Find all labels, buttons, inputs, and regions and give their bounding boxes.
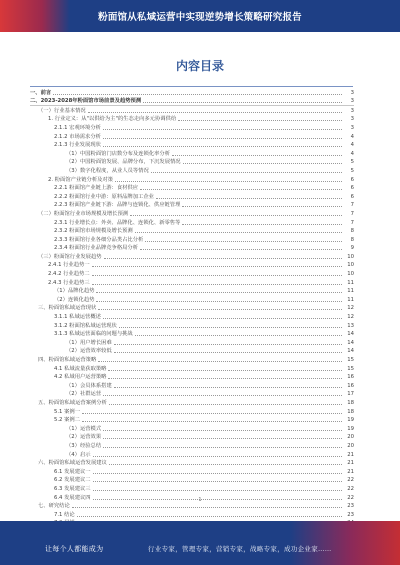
toc-entry-label: 1. 行业定义：从"以供给为主"的生态走向多元协调供给 xyxy=(48,116,177,123)
toc-entry-page: 23 xyxy=(347,503,354,510)
toc-leader-dots xyxy=(93,490,342,491)
toc-entry-label: （一）行业基本情况 xyxy=(38,107,86,114)
toc-entry[interactable] xyxy=(30,510,354,519)
toc-leader-dots xyxy=(156,198,342,199)
toc-leader-dots xyxy=(109,464,342,465)
toc-leader-dots xyxy=(103,138,342,139)
toc-entry-page: 18 xyxy=(347,408,354,415)
toc-entry-page: 5 xyxy=(350,159,354,166)
toc-entry[interactable] xyxy=(30,364,354,373)
toc-leader-dots xyxy=(96,301,342,302)
toc-leader-dots xyxy=(82,421,342,422)
toc-entry-page: 3 xyxy=(350,89,354,96)
toc-entry-label: 6.1 发展建议一 xyxy=(54,468,91,475)
toc-entry-label: 2. 粉面馆产业链分析及对策 xyxy=(48,176,114,183)
toc-entry-page: 6 xyxy=(350,185,354,192)
toc-entry-page: 23 xyxy=(347,511,354,518)
toc-entry-label: 2.4.3 行业趋势三 xyxy=(48,279,90,286)
toc-leader-dots xyxy=(143,102,342,103)
toc-entry-label: （1）运营模式 xyxy=(66,425,102,432)
toc-entry-page: 22 xyxy=(347,494,354,501)
toc-entry-label: （2）运营效果 xyxy=(66,434,102,441)
toc-leader-dots xyxy=(140,189,342,190)
toc-leader-dots xyxy=(103,318,342,319)
toc-entry-label: 4.1 私域流量获取策略 xyxy=(54,365,107,372)
toc-entry-page: 14 xyxy=(347,348,354,355)
toc-leader-dots xyxy=(135,232,342,233)
toc-entry-label: （3）经验总结 xyxy=(66,442,102,449)
toc-entry-label: 6.2 发展建议二 xyxy=(54,477,91,484)
header-band xyxy=(0,0,400,32)
toc-entry[interactable] xyxy=(30,149,354,158)
toc-entry[interactable] xyxy=(30,450,354,459)
toc-entry-label: 3.1.3 私域运营面临的问题与挑战 xyxy=(54,331,133,338)
toc-entry-page: 13 xyxy=(347,322,354,329)
toc-leader-dots xyxy=(119,327,342,328)
toc-entry-label: 5.1 案例一 xyxy=(54,408,80,415)
toc-entry[interactable] xyxy=(30,218,354,227)
toc-leader-dots xyxy=(103,129,342,130)
toc-entry-page: 3 xyxy=(350,124,354,131)
toc-leader-dots xyxy=(178,120,342,121)
toc-entry[interactable] xyxy=(30,407,354,416)
toc-entry-label: 2.3.3 粉面馆行业各细分品类占比分析 xyxy=(54,236,144,243)
footer-slogan: 让每个人都能成为 xyxy=(45,545,104,553)
toc-entry-page: 17 xyxy=(347,391,354,398)
toc-entry-label: （二）粉面馆行业市场规模及增长预测 xyxy=(38,210,129,217)
toc-entry[interactable] xyxy=(30,398,354,407)
toc-entry-label: （1）会员体系搭建 xyxy=(66,382,112,389)
toc-entry[interactable] xyxy=(30,433,354,442)
toc-entry[interactable] xyxy=(30,97,354,107)
toc-entry[interactable] xyxy=(30,227,354,236)
toc-leader-dots xyxy=(114,387,342,388)
footer-band xyxy=(0,521,400,565)
toc-entry-page: 5 xyxy=(350,167,354,174)
toc-leader-dots xyxy=(115,181,342,182)
toc-leader-dots xyxy=(108,378,342,379)
toc-entry[interactable] xyxy=(30,132,354,141)
toc-entry-label: 2.2.3 粉面馆产业链下游：品牌与连锁化、供应链管理 xyxy=(54,202,181,209)
toc-entry-label: 2.2.2 粉面馆行业中游：原料品牌加工企业 xyxy=(54,193,154,200)
toc-entry-label: 四、粉面馆私域运营策略 xyxy=(38,357,97,363)
toc-entry[interactable] xyxy=(30,158,354,167)
toc-entry[interactable] xyxy=(30,424,354,433)
toc-entry[interactable] xyxy=(30,278,354,287)
toc-entry-label: （4）启示 xyxy=(66,451,91,458)
toc-entry-page: 8 xyxy=(350,228,354,235)
toc-leader-dots xyxy=(103,447,342,448)
toc-entry[interactable] xyxy=(30,441,354,450)
toc-entry-label: 2.3.2 粉面馆市场规模及增长预测 xyxy=(54,228,133,235)
toc-entry-page: 11 xyxy=(347,279,354,286)
toc-entry-label: 七、研究结论 xyxy=(38,503,70,510)
toc-entry-label: （2）运营效率较低 xyxy=(66,348,112,355)
toc-entry[interactable] xyxy=(30,201,354,210)
toc-entry[interactable] xyxy=(30,321,354,330)
toc-leader-dots xyxy=(98,361,342,362)
toc-entry[interactable] xyxy=(30,115,354,124)
toc-leader-dots xyxy=(140,249,342,250)
toc-leader-dots xyxy=(103,438,342,439)
toc-leader-dots xyxy=(82,413,342,414)
toc-leader-dots xyxy=(88,112,342,113)
toc-entry[interactable] xyxy=(30,304,354,313)
toc-entry-page: 6 xyxy=(350,193,354,200)
toc-entry-page: 4 xyxy=(350,150,354,157)
toc-entry-label: 2.1.1 宏观环境分析 xyxy=(54,124,101,131)
toc-entry-page: 11 xyxy=(347,288,354,295)
toc-entry[interactable] xyxy=(30,192,354,201)
toc-leader-dots xyxy=(93,473,342,474)
toc-entry-page: 11 xyxy=(347,296,354,303)
toc-entry[interactable] xyxy=(30,355,354,364)
toc-entry-page: 12 xyxy=(347,305,354,312)
toc-entry[interactable] xyxy=(30,476,354,485)
toc-heading: 内容目录 xyxy=(175,59,224,73)
toc-leader-dots xyxy=(77,516,342,517)
toc-entry-page: 10 xyxy=(347,253,354,260)
toc-entry[interactable] xyxy=(30,252,354,261)
toc-entry-page: 21 xyxy=(347,468,354,475)
toc-leader-dots xyxy=(93,481,342,482)
toc-entry-label: 2.4.1 行业趋势一 xyxy=(48,262,90,269)
toc-leader-dots xyxy=(114,344,342,345)
toc-leader-dots xyxy=(183,163,342,164)
toc-entry-label: （2）中国粉面馆发展、品牌分布，下沉发展情况 xyxy=(66,159,181,166)
toc-leader-dots xyxy=(172,155,342,156)
toc-entry[interactable] xyxy=(30,269,354,278)
toc-entry[interactable] xyxy=(30,106,354,115)
toc-entry[interactable] xyxy=(30,347,354,356)
toc-entry-label: （1）品牌化趋势 xyxy=(54,288,95,295)
toc-entry[interactable] xyxy=(30,287,354,296)
toc-entry-page: 20 xyxy=(347,442,354,449)
toc-leader-dots xyxy=(103,395,342,396)
toc-leader-dots xyxy=(108,370,342,371)
toc-entry-page: 15 xyxy=(347,357,354,363)
toc-entry-label: 二、2023-2028年粉面馆市场前景及趋势预测 xyxy=(30,98,142,105)
toc-entry-page: 8 xyxy=(350,236,354,243)
toc-entry-label: 三、粉面馆私域运营现状 xyxy=(38,305,97,312)
toc-entry-page: 16 xyxy=(347,374,354,381)
toc-entry-page: 16 xyxy=(347,382,354,389)
toc-entry-label: （三）粉面馆行业发展趋势 xyxy=(38,253,102,260)
toc-entry[interactable] xyxy=(30,373,354,382)
toc-entry[interactable] xyxy=(30,235,354,244)
toc-entry[interactable] xyxy=(30,330,354,339)
toc-divider xyxy=(30,86,353,87)
toc-entry[interactable] xyxy=(30,88,354,97)
toc-entry[interactable] xyxy=(30,261,354,270)
toc-leader-dots xyxy=(92,275,342,276)
toc-entry-label: 五、粉面馆私域运营案例分析 xyxy=(38,399,107,406)
table-of-contents xyxy=(30,88,354,527)
toc-entry-label: 2.2.1 粉面馆产业链上游：食材供应 xyxy=(54,185,139,192)
toc-entry-label: 6.4 发展建议四 xyxy=(54,494,91,501)
toc-entry-page: 22 xyxy=(347,485,354,492)
toc-entry-page: 22 xyxy=(347,477,354,484)
toc-entry-label: 5.2 案例二 xyxy=(54,417,80,424)
toc-entry[interactable] xyxy=(30,141,354,150)
toc-entry-page: 7 xyxy=(350,219,354,226)
toc-entry-page: 9 xyxy=(350,245,354,252)
toc-entry-page: 14 xyxy=(347,339,354,346)
toc-entry-page: 18 xyxy=(347,399,354,406)
toc-entry-page: 10 xyxy=(347,271,354,278)
toc-leader-dots xyxy=(182,224,342,225)
toc-entry-label: 2.1.3 行业发展现状 xyxy=(54,142,101,149)
toc-entry[interactable] xyxy=(30,244,354,253)
toc-leader-dots xyxy=(98,309,342,310)
toc-entry-page: 10 xyxy=(347,262,354,269)
footer-tagline: 行业专家，管理专家，营销专家，战略专家，成功企业家…… xyxy=(148,545,332,553)
toc-entry-label: 一、前言 xyxy=(30,89,52,96)
toc-entry-page: 15 xyxy=(347,365,354,372)
toc-entry[interactable] xyxy=(30,209,354,218)
toc-leader-dots xyxy=(182,206,342,207)
toc-leader-dots xyxy=(104,258,342,259)
toc-leader-dots xyxy=(72,507,342,508)
toc-entry-label: 六、粉面馆私域运营发展建议 xyxy=(38,460,107,467)
toc-entry-page: 4 xyxy=(350,133,354,140)
toc-entry-page: 7 xyxy=(350,202,354,209)
toc-leader-dots xyxy=(103,146,342,147)
toc-entry-label: 2.4.2 行业趋势二 xyxy=(48,271,90,278)
toc-leader-dots xyxy=(151,172,342,173)
toc-entry-page: 3 xyxy=(350,98,354,105)
toc-entry-page: 6 xyxy=(350,176,354,183)
toc-entry-page: 21 xyxy=(347,460,354,467)
toc-leader-dots xyxy=(145,241,342,242)
toc-entry-page: 3 xyxy=(350,116,354,123)
footer-accent xyxy=(290,521,400,565)
toc-entry-page: 4 xyxy=(350,142,354,149)
toc-leader-dots xyxy=(92,266,342,267)
toc-entry-label: 3.1.2 粉面馆私域运营现状 xyxy=(54,322,117,329)
toc-leader-dots xyxy=(103,430,342,431)
toc-leader-dots xyxy=(114,352,342,353)
toc-entry[interactable] xyxy=(30,166,354,175)
toc-entry[interactable] xyxy=(30,312,354,321)
toc-entry-label: （1）中国粉面馆门店数分布及连锁化率分析 xyxy=(66,150,171,157)
toc-entry-page: 7 xyxy=(350,210,354,217)
toc-leader-dots xyxy=(93,456,342,457)
toc-entry-page: 19 xyxy=(347,417,354,424)
toc-entry-label: 2.3.4 粉面馆行业品牌竞争格局分析 xyxy=(54,245,139,252)
toc-entry[interactable] xyxy=(30,467,354,476)
toc-entry-label: 4.2 私域用户运营策略 xyxy=(54,374,107,381)
toc-entry[interactable] xyxy=(30,184,354,193)
toc-entry-label: （3）数字化程度，从业人员等情况 xyxy=(66,167,149,174)
toc-entry-page: 12 xyxy=(347,314,354,321)
toc-leader-dots xyxy=(135,335,342,336)
toc-entry-page: 21 xyxy=(347,451,354,458)
toc-entry[interactable] xyxy=(30,123,354,132)
toc-entry-label: 3.1.1 私域运营概述 xyxy=(54,314,101,321)
toc-entry-page: 14 xyxy=(347,331,354,338)
toc-entry-label: 6.3 发展建议三 xyxy=(54,485,91,492)
toc-leader-dots xyxy=(109,404,342,405)
toc-entry-page: 20 xyxy=(347,434,354,441)
toc-leader-dots xyxy=(96,292,342,293)
toc-entry-label: 7.1 结论 xyxy=(54,511,75,518)
toc-entry-label: （2）连锁化趋势 xyxy=(54,296,95,303)
toc-leader-dots xyxy=(53,94,342,95)
toc-entry-label: 2.1.2 市场需求分析 xyxy=(54,133,101,140)
toc-leader-dots xyxy=(130,215,342,216)
toc-entry[interactable] xyxy=(30,459,354,468)
toc-entry[interactable] xyxy=(30,338,354,347)
toc-entry-page: 19 xyxy=(347,425,354,432)
toc-entry-label: （1）用户增长困难 xyxy=(66,339,112,346)
toc-entry[interactable] xyxy=(30,175,354,184)
toc-entry-label: 2.3.1 行业增长点：外卖、品牌化、连锁化、新零售等 xyxy=(54,219,181,226)
toc-entry[interactable] xyxy=(30,416,354,425)
toc-entry[interactable] xyxy=(30,390,354,399)
toc-entry-page: 3 xyxy=(350,107,354,114)
page-number: 1 xyxy=(198,497,202,503)
toc-entry[interactable] xyxy=(30,295,354,304)
toc-entry[interactable] xyxy=(30,484,354,493)
report-title: 粉面馆从私域运营中实现逆势增长策略研究报告 xyxy=(98,12,302,23)
toc-entry[interactable] xyxy=(30,381,354,390)
toc-entry-label: （2）社群运营 xyxy=(66,391,102,398)
toc-leader-dots xyxy=(92,284,342,285)
